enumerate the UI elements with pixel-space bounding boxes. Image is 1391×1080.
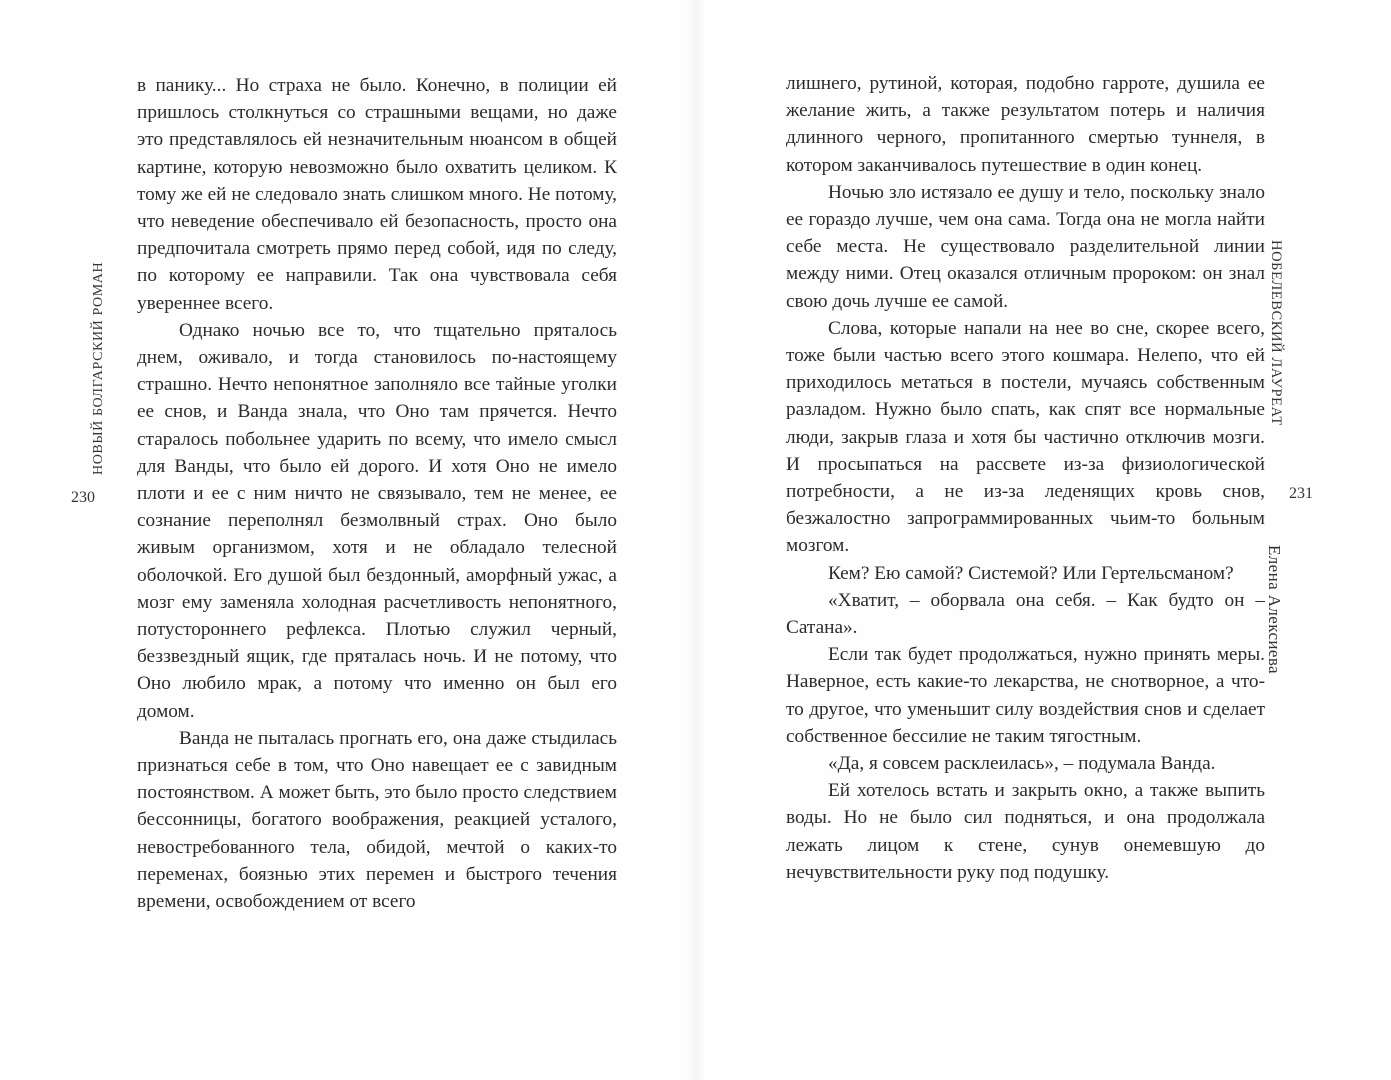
paragraph: Ночью зло истязало ее душу и тело, поскольку знало ее гораздо лучше, чем она сама. Тогда она не могла найти себе места. Не существовало разделительной линии между ними. Отец оказался отличным пророком: он знал свою дочь лучше ее самой. [786,181,1265,312]
paragraph: Слова, которые напали на нее во сне, скорее всего, тоже были частью всего этого кошмара. Нелепо, что ей приходилось метаться в постели, мучаясь собственным разладом. Нужно было спать, как спят все нормальные люди, закрыв глаза и хотя бы частично отключив мозги. И просыпаться на рассвете из-за физиологической потребности, а не из-за леденящих кровь снов, безжалостно запрограммированных чьим-то больным мозгом. [786,317,1265,557]
right-page-text [786,70,1265,886]
right-running-author: Елена Алексиева [1265,545,1284,674]
paragraph: Если так будет продолжаться, нужно принять меры. Наверное, есть какие-то лекарства, не снотворное, а что-то другое, что уменьшит силу воздействия снов и сделает собственное бессилие не таким тягостным. [786,644,1265,747]
left-page-text [137,72,617,915]
paragraph: Однако ночью все то, что тщательно пряталось днем, оживало, и тогда становилось по-настоящему страшно. Нечто непонятное заполняло все тайные уголки ее снов, и Ванда знала, что Оно там прячется. Нечто старалось побольнее ударить по всему, что имело смысл для Ванды, что было ей дорого. И хотя Оно не имело плоти и ее с ним ничто не связывало, тем не менее, ее сознание переполнял безмолвный страх. Оно было живым организмом, хотя и не обладало телесной оболочкой. Его душой был бездонный, аморфный ужас, а мозг ему заменяла холодная расчетливость непонятного, потустороннего рефлекса. Плотью служил черный, беззвездный ящик, где пряталась ночь. И не потому, что Оно любило мрак, а потому что именно он был его домом. [137,319,617,722]
paragraph: в панику... Но страха не было. Конечно, в полиции ей пришлось столкнуться со страшными вещами, но даже это представлялось ей незначительным нюансом в общей картине, которую невозможно было охватить целиком. К тому же ей не следовало знать слишком много. Не потому, что неведение обеспечивало ей безопасность, просто она предпочитала смотреть прямо перед собой, идя по следу, по которому ее направили. Так она чувствовала себя увереннее всего. [137,75,617,314]
paragraph: лишнего, рутиной, которая, подобно гарроте, душила ее желание жить, а также результатом потерь и наличия длинного черного, пропитанного смертью туннеля, в котором заканчивалось путешествие в один конец. [786,73,1265,176]
left-page-number: 230 [71,489,95,506]
paragraph: Ей хотелось встать и закрыть окно, а также выпить воды. Но не было сил подняться, и она продолжала лежать лицом к стене, сунув онемевшую до нечувствительности руку под подушку. [786,780,1265,883]
paragraph: «Хватит, – оборвала она себя. – Как будто он – Сатана». [786,589,1265,639]
right-running-head: НОБЕЛЕВСКИЙ ЛАУРЕАТ [1268,240,1284,426]
paragraph: «Да, я совсем расклеилась», – подумала Ванда. [828,753,1216,775]
left-running-head: НОВЫЙ БОЛГАРСКИЙ РОМАН [91,261,106,475]
paragraph: Ванда не пыталась прогнать его, она даже стыдилась признаться себе в том, что Оно навещает ее с завидным постоянством. А может быть, это было просто следствием бессонницы, богатого воображения, реакцией усталого, невостребованного тела, обидой, мечтой о каких-то переменах, боязнью этих перемен и быстрого течения времени, освобождением от всего [137,727,617,913]
right-page-number: 231 [1289,485,1313,502]
paragraph: Кем? Ею самой? Системой? Или Гертельсманом? [828,562,1234,584]
right-page [695,0,1391,1080]
left-page [0,0,695,1080]
